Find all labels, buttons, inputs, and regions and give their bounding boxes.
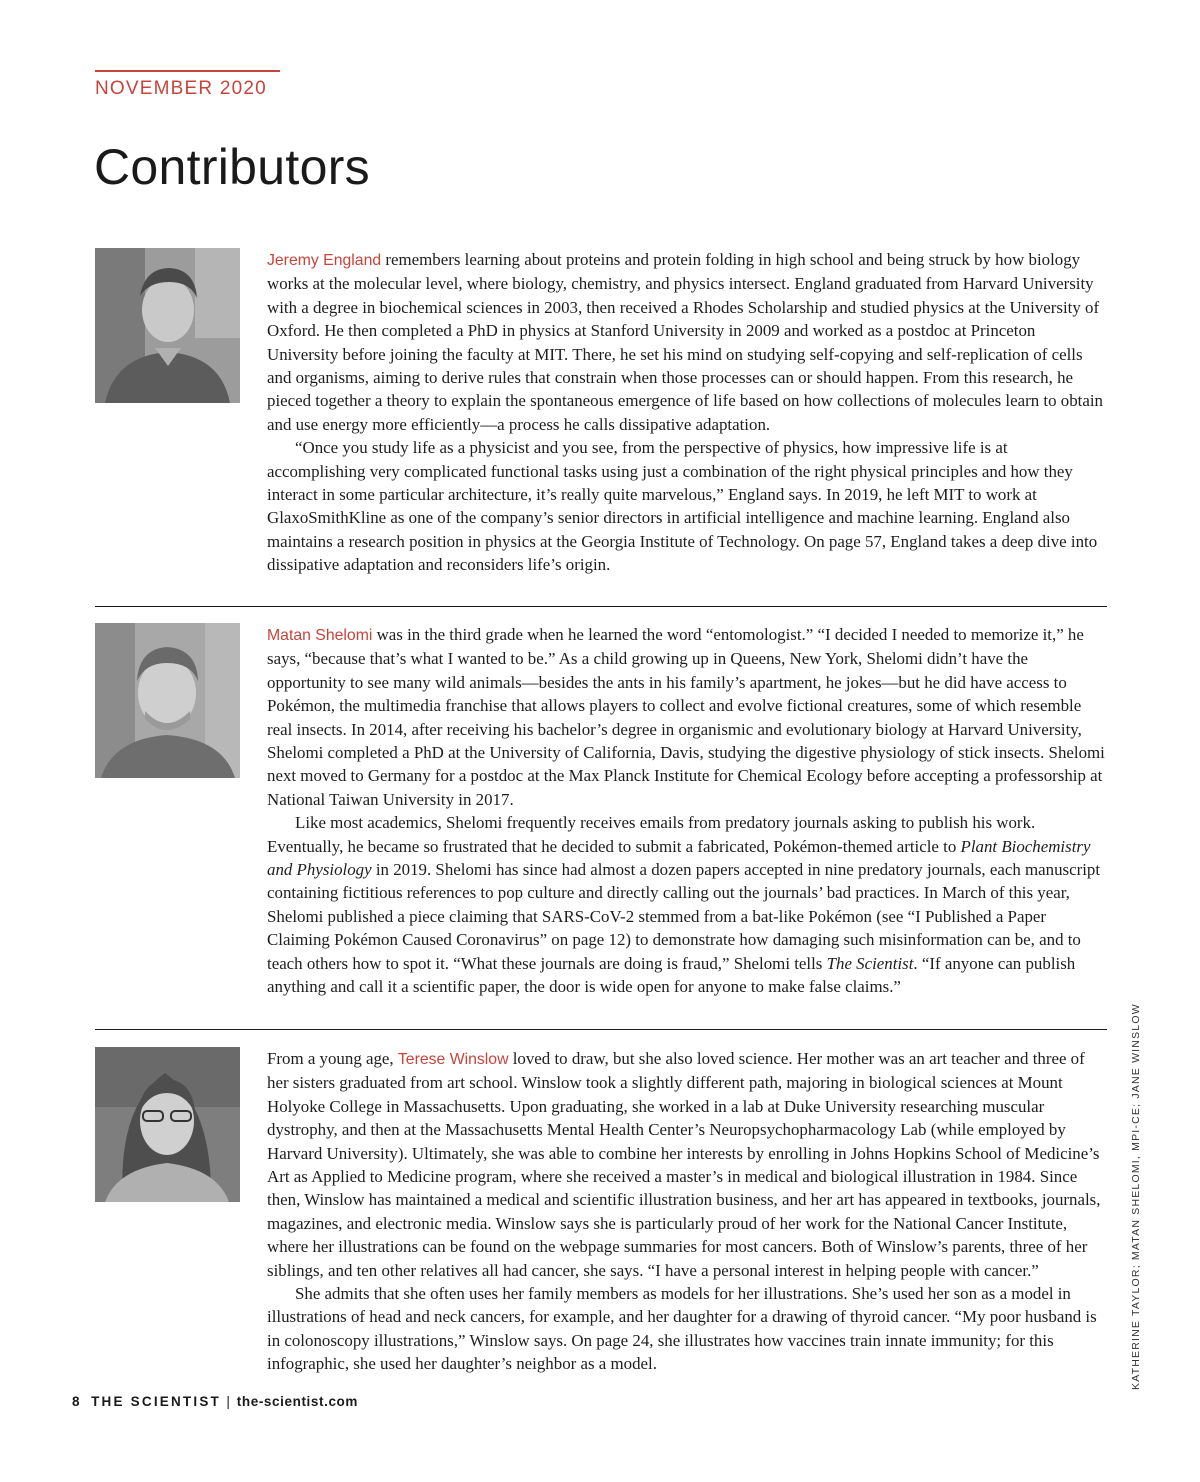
bio-paragraph bbox=[267, 248, 1107, 436]
contributor-entry-shelomi bbox=[95, 623, 1107, 1023]
contributor-photo-shelomi bbox=[95, 623, 240, 778]
issue-date: NOVEMBER 2020 bbox=[95, 78, 267, 99]
contributor-entry-winslow bbox=[95, 1047, 1107, 1392]
bio-text: Like most academics, Shelomi frequently receives emails from predatory journals asking to publish his work. Eventually, he became so frustrated that he decided to submit a fabricated, Pokémon-themed article to bbox=[267, 813, 1036, 856]
bio-paragraph: She admits that she often uses her family members as models for her illustrations. She’s used her son as a model in illustrations of head and neck cancers, for example, and her daughter for a drawing of thyroid cancer. “My poor husband is in colonoscopy illustrations,” Winslow says. On page 24, she illustrates how vaccines train innate immunity; for this infographic, she used her daughter’s neighbor as a model. bbox=[267, 1284, 1097, 1374]
contributor-name: Terese Winslow bbox=[397, 1051, 509, 1068]
contributor-photo-winslow bbox=[95, 1047, 240, 1202]
divider bbox=[95, 1029, 1107, 1030]
issue-rule bbox=[95, 70, 280, 72]
bio-text: was in the third grade when he learned the word “entomologist.” “I decided I needed to memorize it,” he says, “because that’s what I wanted to be.” As a child growing up in Queens, New York, Shelomi didn’t have the opportunity to see many wild animals—besides the ants in his family’s apartment, he jokes—but he did have access to Pokémon, the multimedia franchise that allows players to collect and evolve fictional creatures, some of which resemble real insects. In 2014, after receiving his bachelor’s degree in organismic and evolutionary biology at Harvard University, Shelomi completed a PhD at the University of California, Davis, studying the digestive physiology of stick insects. Shelomi next moved to Germany for a postdoc at the Max Planck Institute for Chemical Ecology before accepting a professorship at National Taiwan University in 2017. bbox=[267, 625, 1105, 809]
divider bbox=[95, 606, 1107, 607]
bio-text: remembers learning about proteins and protein folding in high school and being struck by how biology works at the molecular level, where biology, chemistry, and physics intersect. England graduated from Harvard University with a degree in biochemical sciences in 2003, then received a Rhodes Scholarship and studied physics at the University of Oxford. He then completed a PhD in physics at Stanford University in 2009 and worked as a postdoc at Princeton University before joining the faculty at MIT. There, he set his mind on studying self-copying and self-replication of cells and organisms, aiming to derive rules that constrain when those processes can or should happen. From this research, he pieced together a theory to explain the spontaneous emergence of life based on how collections of molecules learn to obtain and use energy more efficiently—a process he calls dissipative adaptation. bbox=[267, 250, 1103, 434]
bio-text: loved to draw, but she also loved science. Her mother was an art teacher and three of her sisters graduated from art school. Winslow took a slightly different path, majoring in biological sciences at Mount Holyoke College in Massachusetts. Upon graduating, she worked in a lab at Duke University researching muscular dystrophy, and then at the Massachusetts Mental Health Center’s Neuropsychopharmacology Lab (while employed by Harvard University). Ultimately, she was able to combine her interests by enrolling in Johns Hopkins School of Medicine’s Art as Applied to Medicine program, where she received a master’s in medical and biological illustration in 1984. Since then, Winslow has maintained a medical and scientific illustration business, and her art has appeared in textbooks, journals, magazines, and electronic media. Winslow says she is particularly proud of her work for the National Cancer Institute, where her illustrations can be found on the webpage summaries for most cancers. Both of Winslow’s parents, three of her siblings, and ten other relatives all had cancer, she says. “I have a personal interest in helping people with cancer.” bbox=[267, 1049, 1101, 1280]
contributor-entry-england bbox=[95, 248, 1107, 598]
photo-credit: KATHERINE TAYLOR; MATAN SHELOMI, MPI-CE; JANE WINSLOW bbox=[1130, 1003, 1142, 1390]
page-footer bbox=[72, 1394, 358, 1409]
contributor-bio-winslow bbox=[267, 1047, 1107, 1376]
contributor-bio-shelomi bbox=[267, 623, 1107, 999]
bio-text: in 2019. Shelomi has since had almost a dozen papers accepted in nine predatory journals, each manuscript containing fictitious references to pop culture and directly calling out the journals’ bad practices. In March of this year, Shelomi published a piece claiming that SARS-CoV-2 stemmed from a bat-like Pokémon (see “I Published a Paper Claiming Pokémon Caused Coronavirus” on page 12) to demonstrate how damaging such misinformation can be, and to teach others how to spot it. “What these journals are doing is fraud,” Shelomi tells bbox=[267, 860, 1101, 973]
contributor-name: Jeremy England bbox=[267, 252, 382, 269]
bio-paragraph: “Once you study life as a physicist and you see, from the perspective of physics, how impressive life is at accomplishing very complicated functional tasks using just a combination of the right physical principles and how they interact in some particular architecture, it’s really quite marvelous,” England says. In 2019, he left MIT to work at GlaxoSmithKline as one of the company’s senior directors in artificial intelligence and machine learning. England also maintains a research position in physics at the Georgia Institute of Technology. On page 57, England takes a deep dive into dissipative adaptation and reconsiders life’s origin. bbox=[267, 438, 1098, 575]
magazine-title: The Scientist bbox=[826, 953, 914, 973]
contributor-photo-england bbox=[95, 248, 240, 403]
page-number: 8 bbox=[72, 1394, 82, 1409]
bio-paragraph bbox=[267, 811, 1107, 998]
page-title: Contributors bbox=[94, 139, 370, 195]
journal-title: Plant Biochemistry and Physiology bbox=[267, 836, 1091, 880]
website-link[interactable]: the-scientist.com bbox=[236, 1394, 359, 1409]
bio-text: . “If anyone can publish anything and call it a scientific paper, the door is wide open for anyone to make false claims.” bbox=[267, 953, 1076, 997]
bio-paragraph bbox=[267, 623, 1107, 811]
magazine-name: THE SCIENTIST bbox=[91, 1394, 221, 1409]
contributor-bio-england bbox=[267, 248, 1107, 577]
bio-paragraph bbox=[267, 1047, 1107, 1282]
contributor-name: Matan Shelomi bbox=[267, 627, 373, 644]
footer-separator: | bbox=[220, 1394, 237, 1409]
bio-text: From a young age, bbox=[267, 1049, 398, 1068]
